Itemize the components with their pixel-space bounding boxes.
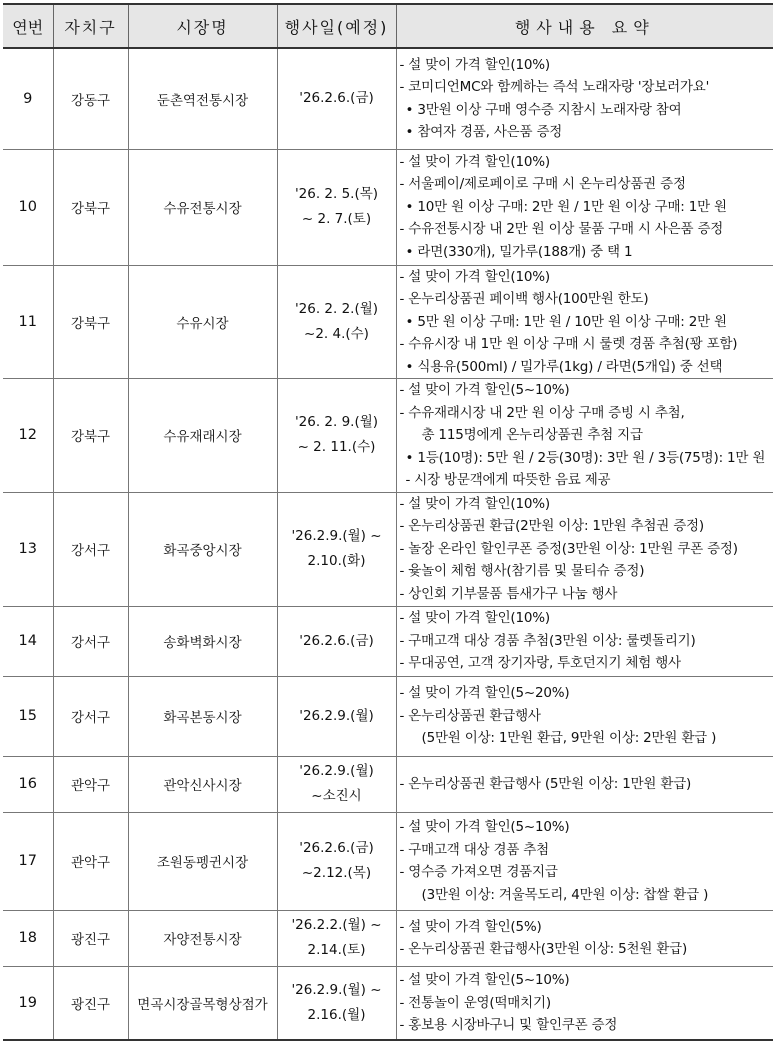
summary-line: - 온누리상품권 환급행사(3만원 이상: 5천원 환급)	[399, 941, 688, 957]
table-body	[3, 48, 773, 1040]
summary-line: - 설 맞이 가격 할인(5%)	[399, 918, 542, 935]
header-event-date: 행사일(예정)	[277, 4, 396, 48]
summary-line: • 10만 원 이상 구매: 2만 원 / 1만 원 이상 구매: 1만 원	[405, 198, 727, 215]
row-number: 12	[3, 379, 53, 493]
row-event-summary	[396, 676, 773, 756]
event-date-line: '26.2.2.(월) ~	[291, 917, 382, 933]
summary-line: - 설 맞이 가격 할인(5~20%)	[399, 685, 570, 702]
table-row	[3, 910, 773, 966]
row-district: 강북구	[53, 265, 128, 379]
row-number: 16	[3, 756, 53, 812]
row-market-name: 화곡중앙시장	[128, 492, 277, 606]
event-date-line: 2.14.(토)	[307, 942, 366, 958]
summary-line: - 온누리상품권 환급행사 (5만원 이상: 1만원 환급)	[399, 775, 692, 792]
table-row	[3, 966, 773, 1040]
row-district: 강동구	[53, 48, 128, 149]
event-date-line: '26. 2. 2.(월)	[294, 300, 379, 317]
row-event-summary	[396, 48, 773, 149]
summary-line: - 서울페이/제로페이로 구매 시 온누리상품권 증정	[399, 176, 686, 193]
summary-line: • 참여자 경품, 사은품 증정	[405, 124, 563, 141]
row-market-name: 수유시장	[128, 265, 277, 379]
row-district: 광진구	[53, 966, 128, 1040]
event-date-line: '26.2.9.(월)	[299, 763, 374, 779]
row-event-summary	[396, 966, 773, 1040]
row-number: 14	[3, 606, 53, 676]
row-market-name: 수유재래시장	[128, 379, 277, 493]
table-row	[3, 606, 773, 676]
row-market-name: 둔촌역전통시장	[128, 48, 277, 149]
table-row	[3, 265, 773, 379]
summary-line: - 설 맞이 가격 할인(10%)	[399, 495, 550, 512]
table-row	[3, 492, 773, 606]
summary-line: 총 115명에게 온누리상품권 추첨 지급	[421, 427, 643, 443]
row-event-date	[277, 812, 396, 910]
row-event-date	[277, 756, 396, 812]
row-event-summary	[396, 910, 773, 966]
summary-line: - 상인회 기부물품 틈새가구 나눔 행사	[399, 585, 618, 602]
summary-line: - 시장 방문객에게 따뜻한 음료 제공	[405, 472, 611, 488]
summary-line: • 1등(10명): 5만 원 / 2등(30명): 3만 원 / 3등(75명): 1만 원	[405, 449, 766, 466]
summary-line: • 5만 원 이상 구매: 1만 원 / 10만 원 이상 구매: 2만 원	[405, 313, 727, 330]
table-row	[3, 756, 773, 812]
summary-line: - 윷놀이 체험 행사(참기름 및 물티슈 증정)	[399, 563, 645, 580]
header-event-summary: 행사내용 요약	[396, 4, 773, 48]
summary-line: - 영수증 가져오면 경품지급	[399, 864, 558, 880]
row-number: 18	[3, 910, 53, 966]
summary-line: - 설 맞이 가격 할인(10%)	[399, 153, 550, 170]
summary-line: - 설 맞이 가격 할인(5~10%)	[399, 972, 570, 988]
table-row	[3, 48, 773, 149]
row-event-summary	[396, 265, 773, 379]
row-event-summary	[396, 492, 773, 606]
table-row	[3, 379, 773, 493]
summary-line: - 구매고객 대상 경품 추첨(3만원 이상: 룰렛돌리기)	[399, 632, 696, 649]
row-event-summary	[396, 149, 773, 265]
row-number: 13	[3, 492, 53, 606]
event-date-line: '26. 2. 5.(목)	[294, 186, 379, 202]
row-number: 17	[3, 812, 53, 910]
row-district: 강북구	[53, 149, 128, 265]
summary-line: - 전통놀이 운영(떡매치기)	[399, 994, 551, 1011]
summary-line: - 온누리상품권 페이백 행사(100만원 한도)	[399, 291, 649, 307]
summary-line: • 3만원 이상 구매 영수증 지참시 노래자랑 참여	[405, 101, 682, 118]
event-date-line: '26. 2. 9.(월)	[294, 414, 379, 431]
table-header-row	[3, 4, 773, 48]
summary-line: - 온누리상품권 환급행사	[399, 707, 541, 724]
event-date-line: '26.2.9.(월) ~	[291, 981, 382, 998]
row-event-date	[277, 910, 396, 966]
row-event-summary	[396, 606, 773, 676]
summary-line: - 설 맞이 가격 할인(5~10%)	[399, 382, 570, 398]
row-event-date	[277, 149, 396, 265]
event-date-line: ~ 2. 11.(수)	[297, 439, 376, 456]
summary-line: • 식용유(500ml) / 밀가루(1kg) / 라면(5개입) 중 선택	[405, 358, 723, 375]
row-district: 관악구	[53, 756, 128, 812]
table-row	[3, 812, 773, 910]
row-event-date	[277, 379, 396, 493]
summary-line: - 무대공연, 고객 장기자랑, 투호던지기 체험 행사	[399, 655, 681, 672]
row-event-summary	[396, 379, 773, 493]
event-date-line: '26.2.6.(금)	[299, 90, 374, 107]
row-number: 10	[3, 149, 53, 265]
event-date-line: ~2. 4.(수)	[304, 325, 369, 342]
row-number: 19	[3, 966, 53, 1040]
event-date-line: ~소진시	[311, 788, 362, 804]
row-market-name: 자양전통시장	[128, 910, 277, 966]
row-event-summary	[396, 812, 773, 910]
event-date-line: 2.10.(화)	[307, 553, 366, 569]
row-district: 강서구	[53, 492, 128, 606]
row-event-date	[277, 48, 396, 149]
row-district: 관악구	[53, 812, 128, 910]
row-district: 강서구	[53, 676, 128, 756]
header-district: 자치구	[53, 4, 128, 48]
summary-line: (3만원 이상: 겨울목도리, 4만원 이상: 찹쌀 환급 )	[421, 886, 709, 903]
market-event-table-container	[3, 3, 773, 1041]
row-market-name: 관악신사시장	[128, 756, 277, 812]
row-district: 강서구	[53, 606, 128, 676]
summary-line: - 온누리상품권 환급(2만원 이상: 1만원 추첨권 증정)	[399, 518, 704, 535]
table-row	[3, 149, 773, 265]
row-market-name: 면곡시장골목형상점가	[128, 966, 277, 1040]
row-event-date	[277, 265, 396, 379]
header-number: 연번	[3, 4, 53, 48]
row-market-name: 화곡본동시장	[128, 676, 277, 756]
summary-line: - 수유시장 내 1만 원 이상 구매 시 룰렛 경품 추첨(꽝 포함)	[399, 336, 738, 352]
event-date-line: '26.2.6.(금)	[299, 632, 374, 649]
row-number: 9	[3, 48, 53, 149]
table-row	[3, 676, 773, 756]
row-district: 광진구	[53, 910, 128, 966]
summary-line: - 설 맞이 가격 할인(10%)	[399, 610, 550, 627]
row-event-summary	[396, 756, 773, 812]
row-market-name: 조원동펭귄시장	[128, 812, 277, 910]
row-number: 15	[3, 676, 53, 756]
event-date-line: '26.2.6.(금)	[299, 840, 374, 856]
row-event-date	[277, 966, 396, 1040]
row-event-date	[277, 492, 396, 606]
summary-line: - 수유재래시장 내 2만 원 이상 구매 증빙 시 추첨,	[399, 404, 685, 421]
summary-line: (5만원 이상: 1만원 환급, 9만원 이상: 2만원 환급 )	[421, 730, 717, 747]
row-number: 11	[3, 265, 53, 379]
summary-line: - 구매고객 대상 경품 추첨	[399, 841, 549, 858]
row-market-name: 송화벽화시장	[128, 606, 277, 676]
summary-line: - 수유전통시장 내 2만 원 이상 물품 구매 시 사은품 증정	[399, 221, 724, 238]
row-market-name: 수유전통시장	[128, 149, 277, 265]
event-date-line: ~2.12.(목)	[301, 865, 372, 881]
event-date-line: 2.16.(월)	[307, 1006, 366, 1023]
row-event-date	[277, 606, 396, 676]
summary-line: - 코미디언MC와 함께하는 즉석 노래자랑 '장보러가요'	[399, 79, 710, 96]
market-event-table	[3, 3, 773, 1041]
summary-line: • 라면(330개), 밀가루(188개) 중 택 1	[405, 243, 633, 260]
event-date-line: '26.2.9.(월)	[299, 707, 374, 724]
summary-line: - 놀장 온라인 할인쿠폰 증정(3만원 이상: 1만원 쿠폰 증정)	[399, 540, 738, 557]
row-event-date	[277, 676, 396, 756]
event-date-line: '26.2.9.(월) ~	[291, 528, 382, 544]
summary-line: - 설 맞이 가격 할인(10%)	[399, 268, 550, 285]
summary-line: - 설 맞이 가격 할인(10%)	[399, 56, 550, 73]
event-date-line: ~ 2. 7.(토)	[301, 211, 372, 227]
row-district: 강북구	[53, 379, 128, 493]
summary-line: - 설 맞이 가격 할인(5~10%)	[399, 819, 570, 835]
summary-line: - 홍보용 시장바구니 및 할인쿠폰 증정	[399, 1017, 618, 1033]
header-market-name: 시장명	[128, 4, 277, 48]
